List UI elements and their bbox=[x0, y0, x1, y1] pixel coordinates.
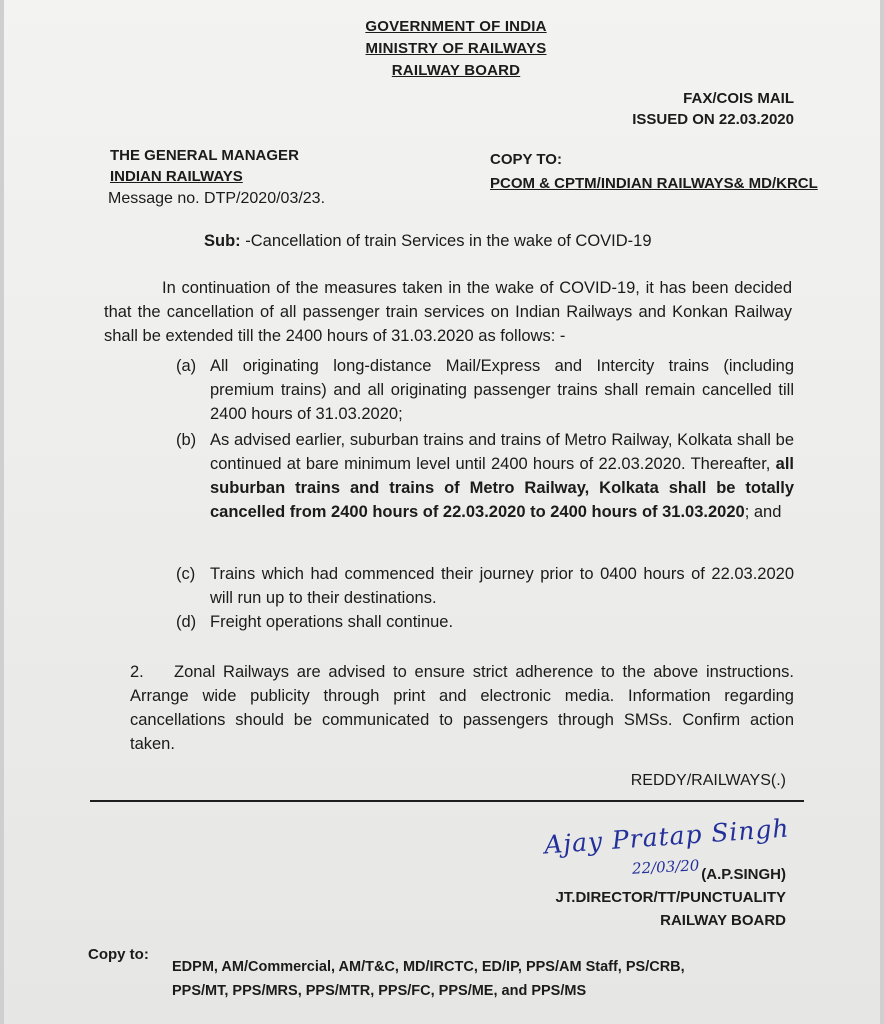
addressee-line2: INDIAN RAILWAYS bbox=[110, 168, 243, 185]
document-page bbox=[4, 0, 880, 1024]
item-b-text-plain: As advised earlier, suburban trains and trains of Metro Railway, Kolkata shall be continued at bare minimum level until 2400 hours of 22.03.2020. Thereafter, bbox=[210, 431, 794, 473]
sign-off: REDDY/RAILWAYS(.) bbox=[630, 772, 786, 789]
header-ministry: MINISTRY OF RAILWAYS bbox=[365, 40, 547, 57]
bottom-copy-to-list bbox=[172, 955, 812, 1003]
item-d bbox=[176, 610, 794, 634]
subject bbox=[204, 232, 652, 251]
bottom-copy-to-line1: EDPM, AM/Commercial, AM/T&C, MD/IRCTC, ED/IP, PPS/AM Staff, PS/CRB, bbox=[172, 959, 685, 975]
handwritten-date: 22/03/20 bbox=[631, 856, 700, 878]
item-a-text: All originating long-distance Mail/Express and Intercity trains (including premium trains) and all originating passenger trains shall remain cancelled till 2400 hours of 31.03.2020; bbox=[210, 357, 794, 423]
horizontal-rule bbox=[90, 800, 804, 802]
item-c-label: (c) bbox=[176, 565, 196, 583]
signatory-name: (A.P.SINGH) bbox=[701, 866, 786, 883]
paragraph-2-number: 2. bbox=[130, 663, 144, 681]
paragraph-2 bbox=[130, 660, 794, 756]
signatory-office: RAILWAY BOARD bbox=[660, 912, 786, 929]
item-b-text bbox=[210, 428, 794, 524]
header-government: GOVERNMENT OF INDIA bbox=[365, 18, 547, 35]
message-number: Message no. DTP/2020/03/23. bbox=[108, 190, 326, 207]
item-b bbox=[176, 428, 794, 524]
copy-to-recipients: PCOM & CPTM/INDIAN RAILWAYS& MD/KRCL bbox=[490, 175, 818, 192]
intro-paragraph: In continuation of the measures taken in the wake of COVID-19, it has been decided that the cancellation of all passenger train services on Indian Railways and Konkan Railway shall be extended till the 2400 hours of 31.03.2020 as follows: - bbox=[104, 279, 792, 345]
subject-label: Sub: bbox=[204, 232, 241, 250]
item-a bbox=[176, 354, 794, 426]
fax-mode: FAX/COIS MAIL bbox=[683, 90, 794, 107]
copy-to-label: COPY TO: bbox=[490, 151, 562, 168]
handwritten-signature: Ajay Pratap Singh bbox=[543, 813, 791, 860]
header-board: RAILWAY BOARD bbox=[391, 62, 521, 79]
bottom-copy-to-line2: PPS/MT, PPS/MRS, PPS/MTR, PPS/FC, PPS/ME, and PPS/MS bbox=[172, 983, 587, 999]
issued-date: ISSUED ON 22.03.2020 bbox=[632, 111, 794, 128]
item-b-text-bold: all suburban trains and trains of Metro Railway, Kolkata shall be totally cancelled from 2400 hours of 22.03.2020 to 2400 hours of 31.03.2020 bbox=[210, 455, 794, 521]
item-b-label: (b) bbox=[176, 431, 197, 449]
item-c-text: Trains which had commenced their journey prior to 0400 hours of 22.03.2020 will run up to their destinations. bbox=[210, 565, 794, 607]
item-c bbox=[176, 562, 794, 610]
item-d-label: (d) bbox=[176, 613, 197, 631]
item-b-text-tail: ; and bbox=[744, 503, 782, 521]
item-a-label: (a) bbox=[176, 357, 197, 375]
subject-text: -Cancellation of train Services in the wake of COVID-19 bbox=[245, 232, 652, 250]
paragraph-2-text: Zonal Railways are advised to ensure strict adherence to the above instructions. Arrange wide publicity through print and electronic media. Information regarding cancellations should be communicated to passengers through SMSs. Confirm action taken. bbox=[130, 663, 794, 753]
item-d-text: Freight operations shall continue. bbox=[210, 613, 454, 631]
bottom-copy-to-label: Copy to: bbox=[88, 946, 149, 963]
addressee-line1: THE GENERAL MANAGER bbox=[110, 147, 299, 164]
signatory-designation: JT.DIRECTOR/TT/PUNCTUALITY bbox=[555, 889, 786, 906]
